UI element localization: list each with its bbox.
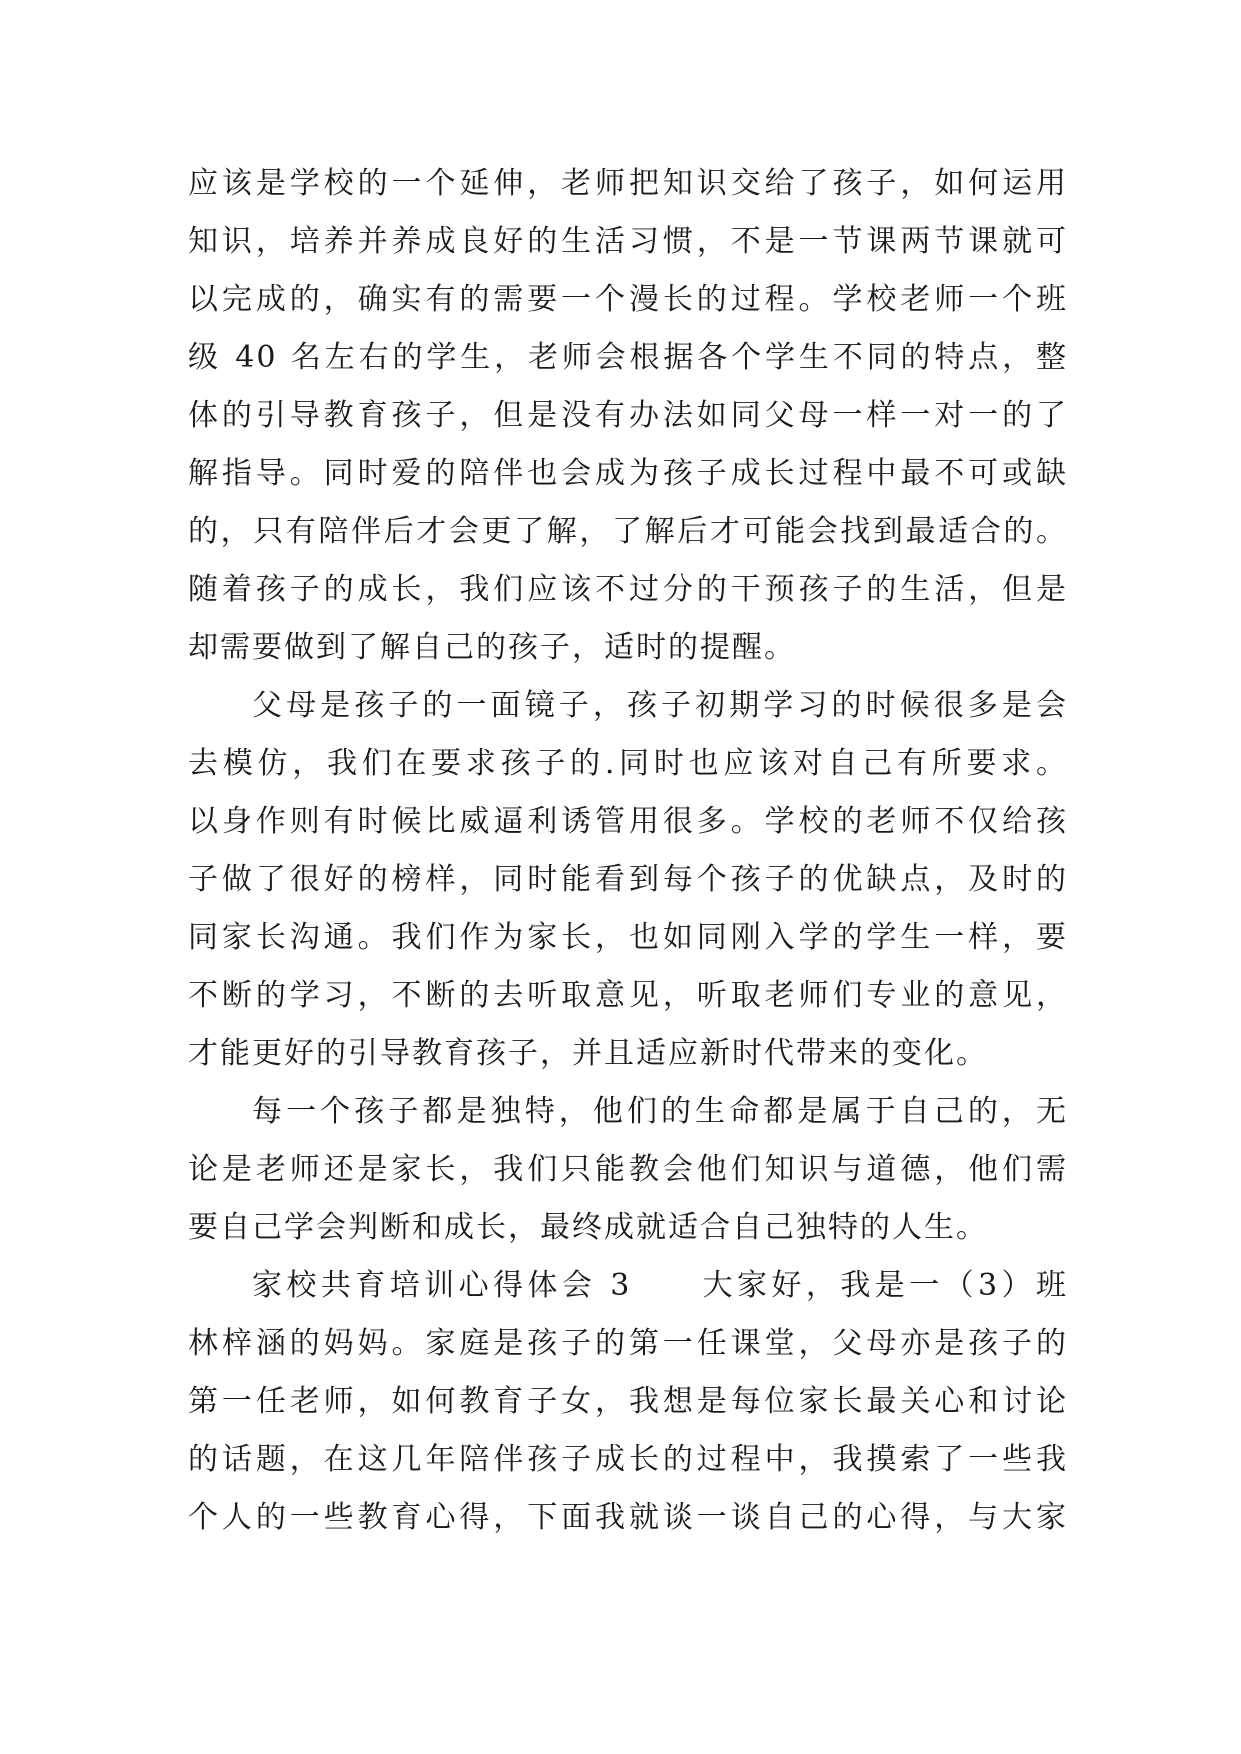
text-line: 却需要做到了解自己的孩子，适时的提醒。 bbox=[188, 630, 796, 665]
text-line: 体的引导教育孩子，但是没有办法如同父母一样一对一的了 bbox=[188, 398, 1068, 433]
text-line: 随着孩子的成长，我们应该不过分的干预孩子的生活，但是 bbox=[188, 572, 1068, 607]
text-line: 不断的学习，不断的去听取意见，听取老师们专业的意见， bbox=[188, 978, 1068, 1013]
text-line: 论是老师还是家长，我们只能教会他们知识与道德，他们需 bbox=[188, 1152, 1068, 1187]
text-line: 知识，培养并养成良好的生活习惯，不是一节课两节课就可 bbox=[188, 224, 1068, 259]
paragraph-first-line: 家校共育培训心得体会 3 大家好，我是一（3）班 bbox=[252, 1268, 1068, 1303]
text-line: 级 40 名左右的学生，老师会根据各个学生不同的特点，整 bbox=[188, 340, 1068, 375]
text-line: 以身作则有时候比威逼利诱管用很多。学校的老师不仅给孩 bbox=[188, 804, 1068, 839]
text-line: 解指导。同时爱的陪伴也会成为孩子成长过程中最不可或缺 bbox=[188, 456, 1068, 491]
text-line: 子做了很好的榜样，同时能看到每个孩子的优缺点，及时的 bbox=[188, 862, 1068, 897]
text-line: 同家长沟通。我们作为家长，也如同刚入学的学生一样，要 bbox=[188, 920, 1068, 955]
text-line: 应该是学校的一个延伸，老师把知识交给了孩子，如何运用 bbox=[188, 166, 1068, 201]
text-line: 林梓涵的妈妈。家庭是孩子的第一任课堂，父母亦是孩子的 bbox=[188, 1326, 1068, 1361]
text-line: 第一任老师，如何教育子女，我想是每位家长最关心和讨论 bbox=[188, 1384, 1068, 1419]
text-line: 的，只有陪伴后才会更了解，了解后才可能会找到最适合的。 bbox=[188, 514, 1068, 549]
body-text bbox=[188, 155, 1068, 1547]
text-line: 以完成的，确实有的需要一个漫长的过程。学校老师一个班 bbox=[188, 282, 1068, 317]
text-line: 个人的一些教育心得，下面我就谈一谈自己的心得，与大家 bbox=[188, 1500, 1068, 1535]
paragraph-first-line: 每一个孩子都是独特，他们的生命都是属于自己的，无 bbox=[252, 1094, 1068, 1129]
text-line: 要自己学会判断和成长，最终成就适合自己独特的人生。 bbox=[188, 1210, 988, 1245]
paragraph-first-line: 父母是孩子的一面镜子，孩子初期学习的时候很多是会 bbox=[252, 688, 1068, 723]
text-line: 去模仿，我们在要求孩子的.同时也应该对自己有所要求。 bbox=[188, 746, 1068, 781]
text-line: 才能更好的引导教育孩子，并且适应新时代带来的变化。 bbox=[188, 1036, 988, 1071]
text-line: 的话题，在这几年陪伴孩子成长的过程中，我摸索了一些我 bbox=[188, 1442, 1068, 1477]
